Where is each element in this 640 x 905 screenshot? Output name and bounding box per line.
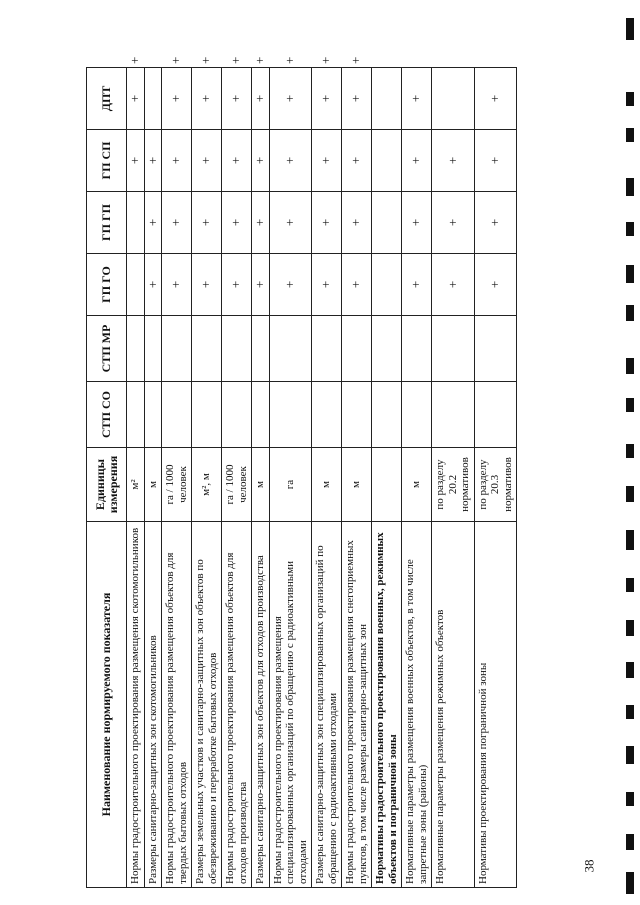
- table-row: Нормы градостроительного проектирования размещения снегоприемных пунктов, в том числе размеры санитарно-защитных зон м + + + + +: [342, 68, 372, 888]
- mark-cell: +: [342, 192, 372, 254]
- mark-cell: +: [162, 130, 192, 192]
- mark-cell: +: [312, 192, 342, 254]
- unit-cell: м: [144, 448, 162, 522]
- mark-cell: [402, 316, 432, 382]
- edge-mark: [626, 792, 634, 806]
- table-row: Нормы градостроительного проектирования размещения специализированных организаций по обращению с радиоактивными отходами га + + + + +: [269, 68, 312, 888]
- unit-cell: га: [269, 448, 312, 522]
- unit-cell: м: [252, 448, 270, 522]
- edge-mark: [626, 578, 634, 592]
- table-header-row: [87, 68, 127, 888]
- mark-cell: [312, 316, 342, 382]
- unit-cell: м²: [127, 448, 145, 522]
- header-dpt: ДПТ: [87, 68, 127, 130]
- mark-cell: +: [222, 68, 252, 130]
- mark-cell: [474, 316, 517, 382]
- indicator-name-cell: Нормы градостроительного проектирования размещения специализированных организаций по обращению с радиоактивными отходами: [269, 522, 312, 888]
- edge-mark: [626, 662, 634, 678]
- table-row: [144, 68, 162, 888]
- mark-cell: +: [162, 192, 192, 254]
- mark-cell: +: [312, 254, 342, 316]
- mark-cell: [372, 130, 402, 192]
- unit-cell: м: [402, 448, 432, 522]
- page-number: 38: [581, 859, 597, 873]
- mark-cell: +: [474, 130, 517, 192]
- mark-cell: [192, 382, 222, 448]
- mark-cell: +: [144, 254, 162, 316]
- mark-cell: [252, 316, 270, 382]
- indicator-name-cell: Нормы градостроительного проектирования размещения объектов для отходов производства: [222, 522, 252, 888]
- mark-cell: +: [402, 254, 432, 316]
- mark-cell: [144, 68, 162, 130]
- mark-cell: +: [222, 254, 252, 316]
- edge-mark: [626, 305, 634, 321]
- indicator-name-cell: Нормы градостроительного проектирования размещения объектов для твердых бытовых отходов: [162, 522, 192, 888]
- norms-table: [86, 56, 517, 888]
- mark-cell: +: [252, 68, 270, 130]
- mark-cell: +: [269, 192, 312, 254]
- mark-cell: +: [252, 130, 270, 192]
- mark-cell: [432, 316, 475, 382]
- mark-cell: [127, 192, 145, 254]
- table-row: [432, 68, 475, 888]
- edge-mark: [626, 18, 634, 40]
- mark-cell: +: [432, 130, 475, 192]
- mark-cell: +: [312, 68, 342, 130]
- header-stp-mr: СТП МР: [87, 316, 127, 382]
- mark-cell: +: [192, 68, 222, 130]
- mark-cell: +: [222, 192, 252, 254]
- header-indicator-name: Наименование нормируемого показателя: [87, 522, 127, 888]
- unit-cell: га / 1000 человек: [162, 448, 192, 522]
- table-row: Размеры земельных участков и санитарно-защитных зон объектов по обезвреживанию и переработке бытовых отходов м², м + + + + +: [192, 68, 222, 888]
- edge-mark: [626, 486, 634, 502]
- edge-mark: [626, 92, 634, 106]
- table-body: [127, 56, 517, 888]
- edge-mark: [626, 444, 634, 458]
- mark-cell: [127, 382, 145, 448]
- mark-cell: [144, 382, 162, 448]
- mark-cell: +: [127, 130, 145, 192]
- mark-cell: [222, 382, 252, 448]
- header-gp-gp: ГП ГП: [87, 192, 127, 254]
- mark-cell: [269, 382, 312, 448]
- mark-cell: [432, 382, 475, 448]
- edge-mark: [626, 530, 634, 550]
- edge-mark: [626, 834, 634, 850]
- edge-mark: [626, 265, 634, 283]
- mark-cell: [127, 316, 145, 382]
- indicator-name-cell: Нормы градостроительного проектирования размещения снегоприемных пунктов, в том числе размеры санитарно-защитных зон: [342, 522, 372, 888]
- unit-cell: м: [342, 448, 372, 522]
- mark-cell: +: [192, 254, 222, 316]
- indicator-name-cell: Нормативы градостроительного проектирования военных, режимных объектов и пограничной зоны: [372, 522, 402, 888]
- header-stp-so: СТП СО: [87, 382, 127, 448]
- mark-cell: [372, 382, 402, 448]
- mark-cell: [402, 382, 432, 448]
- mark-cell: [192, 316, 222, 382]
- table-row: [372, 68, 402, 888]
- edge-mark: [626, 358, 634, 374]
- indicator-name-cell: Размеры санитарно-защитных зон скотомогильников: [144, 522, 162, 888]
- mark-cell: [252, 382, 270, 448]
- indicator-name-cell: Размеры земельных участков и санитарно-защитных зон объектов по обезвреживанию и переработке бытовых отходов: [192, 522, 222, 888]
- table-row: Размеры санитарно-защитных зон специализированных организаций по обращению с радиоактивными отходами м + + + + +: [312, 68, 342, 888]
- edge-mark: [626, 128, 634, 142]
- mark-cell: [269, 316, 312, 382]
- mark-cell: +: [402, 192, 432, 254]
- mark-cell: +: [269, 130, 312, 192]
- mark-cell: [372, 192, 402, 254]
- mark-cell: [372, 316, 402, 382]
- mark-cell: +: [252, 192, 270, 254]
- mark-cell: +: [342, 254, 372, 316]
- unit-cell: м: [312, 448, 342, 522]
- mark-cell: [342, 316, 372, 382]
- mark-cell: +: [127, 68, 145, 130]
- edge-mark: [626, 746, 634, 764]
- mark-cell: [127, 254, 145, 316]
- mark-cell: +: [474, 254, 517, 316]
- mark-cell: [162, 382, 192, 448]
- mark-cell: +: [474, 192, 517, 254]
- table-row: Нормы градостроительного проектирования размещения скотомогильников м² + + +: [127, 68, 145, 888]
- edge-mark: [626, 620, 634, 636]
- mark-cell: +: [162, 68, 192, 130]
- table-row: Нормы градостроительного проектирования размещения объектов для отходов производства га / 1000 человек + + + + +: [222, 68, 252, 888]
- mark-cell: +: [252, 254, 270, 316]
- mark-cell: +: [162, 254, 192, 316]
- header-gp-go: ГП ГО: [87, 254, 127, 316]
- mark-cell: +: [192, 192, 222, 254]
- unit-cell: га / 1000 человек: [222, 448, 252, 522]
- mark-cell: +: [192, 130, 222, 192]
- unit-cell: по разделу 20.3 нормативов: [474, 448, 517, 522]
- header-units: Единицы измерения: [87, 448, 127, 522]
- mark-cell: +: [144, 130, 162, 192]
- edge-mark: [626, 872, 634, 894]
- mark-cell: [162, 316, 192, 382]
- table-row: Нормы градостроительного проектирования размещения объектов для твердых бытовых отходов га / 1000 человек + + + + +: [162, 68, 192, 888]
- indicator-name-cell: Нормативные параметры размещения режимных объектов: [432, 522, 475, 888]
- mark-cell: [312, 382, 342, 448]
- mark-cell: [144, 316, 162, 382]
- mark-cell: [474, 382, 517, 448]
- mark-cell: +: [342, 130, 372, 192]
- unit-cell: [372, 448, 402, 522]
- unit-cell: м², м: [192, 448, 222, 522]
- edge-mark: [626, 705, 634, 719]
- mark-cell: [432, 68, 475, 130]
- edge-mark: [626, 222, 634, 236]
- mark-cell: [372, 254, 402, 316]
- indicator-name-cell: Размеры санитарно-защитных зон специализированных организаций по обращению с радиоактивными отходами: [312, 522, 342, 888]
- rotated-page: [86, 56, 606, 888]
- mark-cell: +: [342, 68, 372, 130]
- mark-cell: +: [222, 130, 252, 192]
- mark-cell: +: [402, 68, 432, 130]
- mark-cell: +: [144, 192, 162, 254]
- indicator-name-cell: Размеры санитарно-защитных зон объектов для отходов производства: [252, 522, 270, 888]
- indicator-name-cell: Нормы градостроительного проектирования размещения скотомогильников: [127, 522, 145, 888]
- mark-cell: [222, 316, 252, 382]
- mark-cell: +: [269, 68, 312, 130]
- table-row: [402, 68, 432, 888]
- mark-cell: [372, 68, 402, 130]
- mark-cell: +: [474, 68, 517, 130]
- mark-cell: +: [402, 130, 432, 192]
- header-gp-sp: ГП СП: [87, 130, 127, 192]
- edge-mark: [626, 178, 634, 196]
- unit-cell: по разделу 20.2 нормативов: [432, 448, 475, 522]
- table-row: [474, 68, 517, 888]
- indicator-name-cell: Нормативы проектирования пограничной зоны: [474, 522, 517, 888]
- mark-cell: +: [432, 254, 475, 316]
- mark-cell: +: [432, 192, 475, 254]
- table-row: Размеры санитарно-защитных зон объектов для отходов производства м + + + + +: [252, 68, 270, 888]
- indicator-name-cell: Нормативные параметры размещения военных объектов, в том числе запретные зоны (районы): [402, 522, 432, 888]
- edge-mark: [626, 398, 634, 412]
- mark-cell: +: [269, 254, 312, 316]
- mark-cell: +: [312, 130, 342, 192]
- mark-cell: [342, 382, 372, 448]
